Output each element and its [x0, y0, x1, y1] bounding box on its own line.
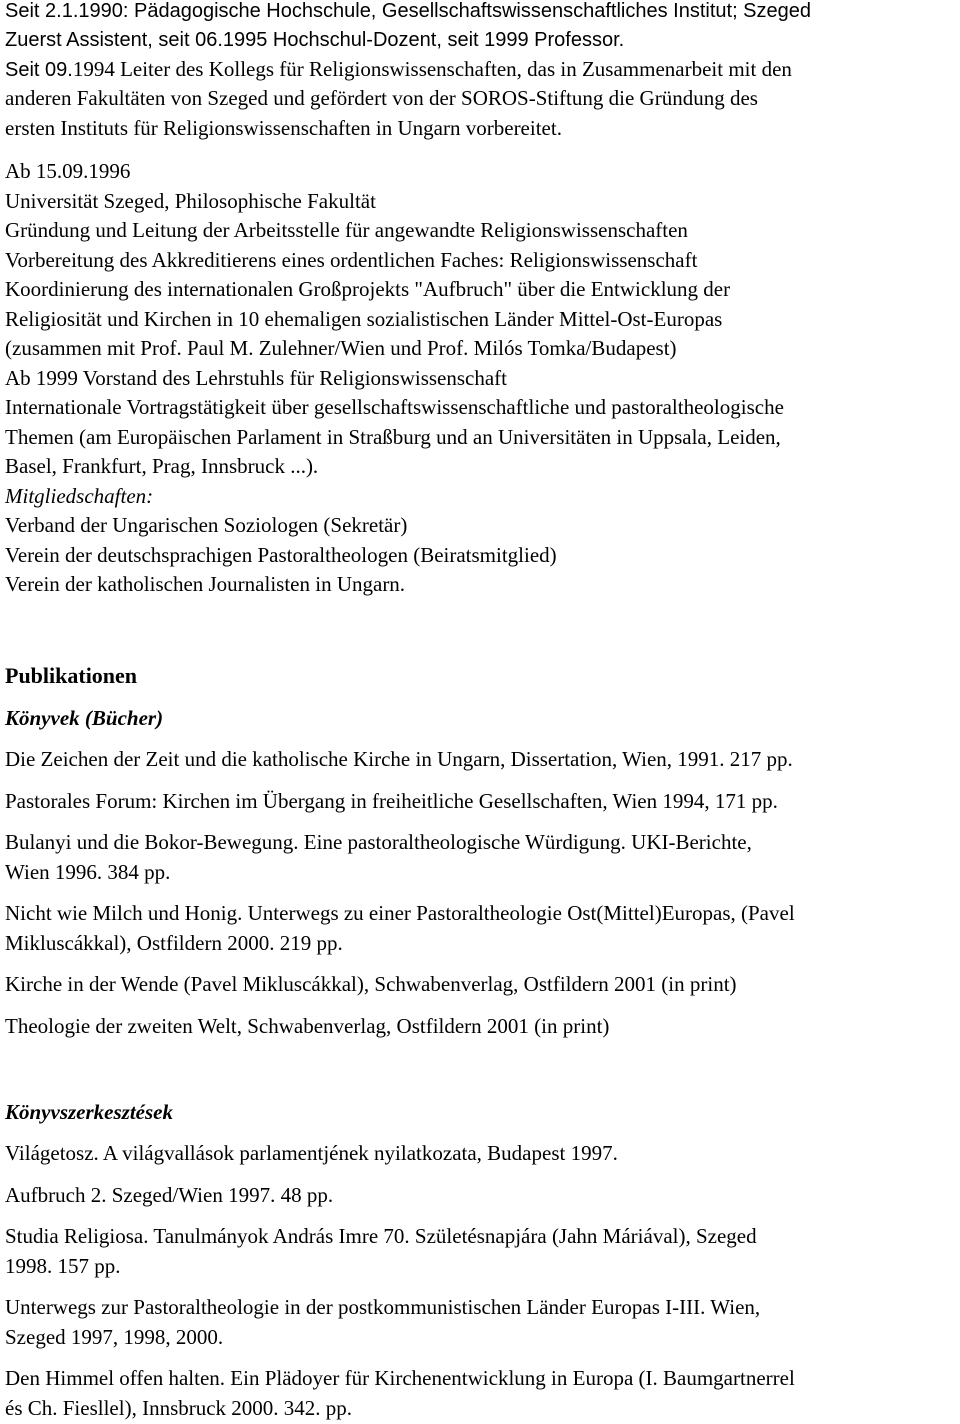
edited-books-heading: Könyvszerkesztések	[5, 1100, 173, 1124]
book-line: Wien 1996. 384 pp.	[5, 859, 171, 884]
book-line: Pastorales Forum: Kirchen im Übergang in freiheitliche Gesellschaften, Wien 1994, 171 pp.	[5, 788, 778, 813]
cv-line: Gründung und Leitung der Arbeitsstelle für angewandte Religionswissenschaften	[5, 218, 688, 242]
membership-item: Verband der Ungarischen Soziologen (Sekretär)	[5, 513, 408, 537]
cv-section	[5, 0, 960, 85]
books-heading: Könyvek (Bücher)	[5, 706, 164, 730]
edited-line: és Ch. Fiesllel), Innsbruck 2000. 342. pp.	[5, 1395, 353, 1420]
cv-line-prefix: Seit 09.	[5, 59, 73, 81]
book-entry	[5, 787, 960, 817]
edited-entry	[5, 1293, 960, 1352]
membership-item: Verein der deutschsprachigen Pastoraltheologen (Beiratsmitglied)	[5, 542, 557, 567]
cv-line: Seit 2.1.1990: Pädagogische Hochschule, Gesellschaftswissenschaftliches Institut; Szeged	[5, 0, 812, 22]
membership-heading: Mitgliedschaften:	[5, 483, 154, 508]
book-line: Bulanyi und die Bokor-Bewegung. Eine pastoraltheologische Würdigung. UKI-Berichte,	[5, 830, 752, 854]
edited-line: Studia Religiosa. Tanulmányok András Imre 70. Születésnapjára (Jahn Máriával), Szeged	[5, 1224, 757, 1248]
cv-line: Universität Szeged, Philosophische Fakultät	[5, 188, 376, 213]
cv-line: Koordinierung des internationalen Großprojekts "Aufbruch" über die Entwicklung der	[5, 277, 731, 301]
cv-line: Ab 1999 Vorstand des Lehrstuhls für Religionswissenschaft	[5, 365, 508, 390]
cv-line: anderen Fakultäten von Szeged und gefördert von der SOROS-Stiftung die Gründung des	[5, 86, 758, 110]
cv-paragraph-1	[5, 84, 960, 143]
cv-line: Internationale Vortragstätigkeit über gesellschaftswissenschaftliche und pastoraltheologische	[5, 395, 784, 419]
cv-line: Ab 15.09.1996	[5, 159, 131, 183]
books-list	[5, 745, 960, 1041]
edited-entry	[5, 1364, 960, 1423]
book-entry	[5, 899, 960, 958]
cv-line-suffix: 1994 Leiter des Kollegs für Religionswissenschaften, das in Zusammenarbeit mit den	[72, 57, 792, 81]
edited-line: Den Himmel offen halten. Ein Plädoyer für Kirchenentwicklung in Europa (I. Baumgartnerrel	[5, 1366, 795, 1390]
book-entry	[5, 828, 960, 887]
edited-line: Unterwegs zur Pastoraltheologie in der postkommunistischen Länder Europas I-III. Wien,	[5, 1295, 761, 1319]
book-line: Theologie der zweiten Welt, Schwabenverlag, Ostfildern 2001 (in print)	[5, 1013, 610, 1038]
edited-entry	[5, 1139, 960, 1169]
book-line: Die Zeichen der Zeit und die katholische Kirche in Ungarn, Dissertation, Wien, 1991. 217 pp.	[5, 747, 793, 771]
membership-item: Verein der katholischen Journalisten in Ungarn.	[5, 572, 406, 596]
book-line: Mikluscákkal), Ostfildern 2000. 219 pp.	[5, 930, 343, 955]
edited-line: 1998. 157 pp.	[5, 1253, 121, 1278]
book-line: Nicht wie Milch und Honig. Unterwegs zu einer Pastoraltheologie Ost(Mittel)Europas, (Pavel	[5, 901, 795, 925]
cv-line: ersten Instituts für Religionswissenschaften in Ungarn vorbereitet.	[5, 115, 562, 140]
cv-line: Basel, Frankfurt, Prag, Innsbruck ...).	[5, 454, 319, 478]
cv-line: Zuerst Assistent, seit 06.1995 Hochschul-Dozent, seit 1999 Professor.	[5, 29, 625, 51]
publications-heading: Publikationen	[5, 663, 138, 688]
cv-line: (zusammen mit Prof. Paul M. Zulehner/Wien und Prof. Milós Tomka/Budapest)	[5, 336, 677, 360]
cv-line-mixed	[5, 55, 960, 85]
edited-entry	[5, 1181, 960, 1211]
edited-books-list	[5, 1139, 960, 1423]
cv-line: Vorbereitung des Akkreditierens eines ordentlichen Faches: Religionswissenschaft	[5, 247, 698, 272]
edited-line: Szeged 1997, 1998, 2000.	[5, 1324, 224, 1349]
book-line: Kirche in der Wende (Pavel Mikluscákkal), Schwabenverlag, Ostfildern 2001 (in print)	[5, 972, 737, 996]
book-entry	[5, 970, 960, 1000]
book-entry	[5, 1012, 960, 1042]
cv-line: Themen (am Europäischen Parlament in Straßburg und an Universitäten in Uppsala, Leiden,	[5, 424, 781, 449]
book-entry	[5, 745, 960, 775]
cv-paragraph-2	[5, 157, 960, 600]
edited-line: Világetosz. A világvallások parlamentjének nyilatkozata, Budapest 1997.	[5, 1141, 618, 1165]
edited-entry	[5, 1222, 960, 1281]
edited-line: Aufbruch 2. Szeged/Wien 1997. 48 pp.	[5, 1182, 334, 1207]
cv-line: Religiosität und Kirchen in 10 ehemaligen sozialistischen Länder Mittel-Ost-Europas	[5, 306, 723, 331]
